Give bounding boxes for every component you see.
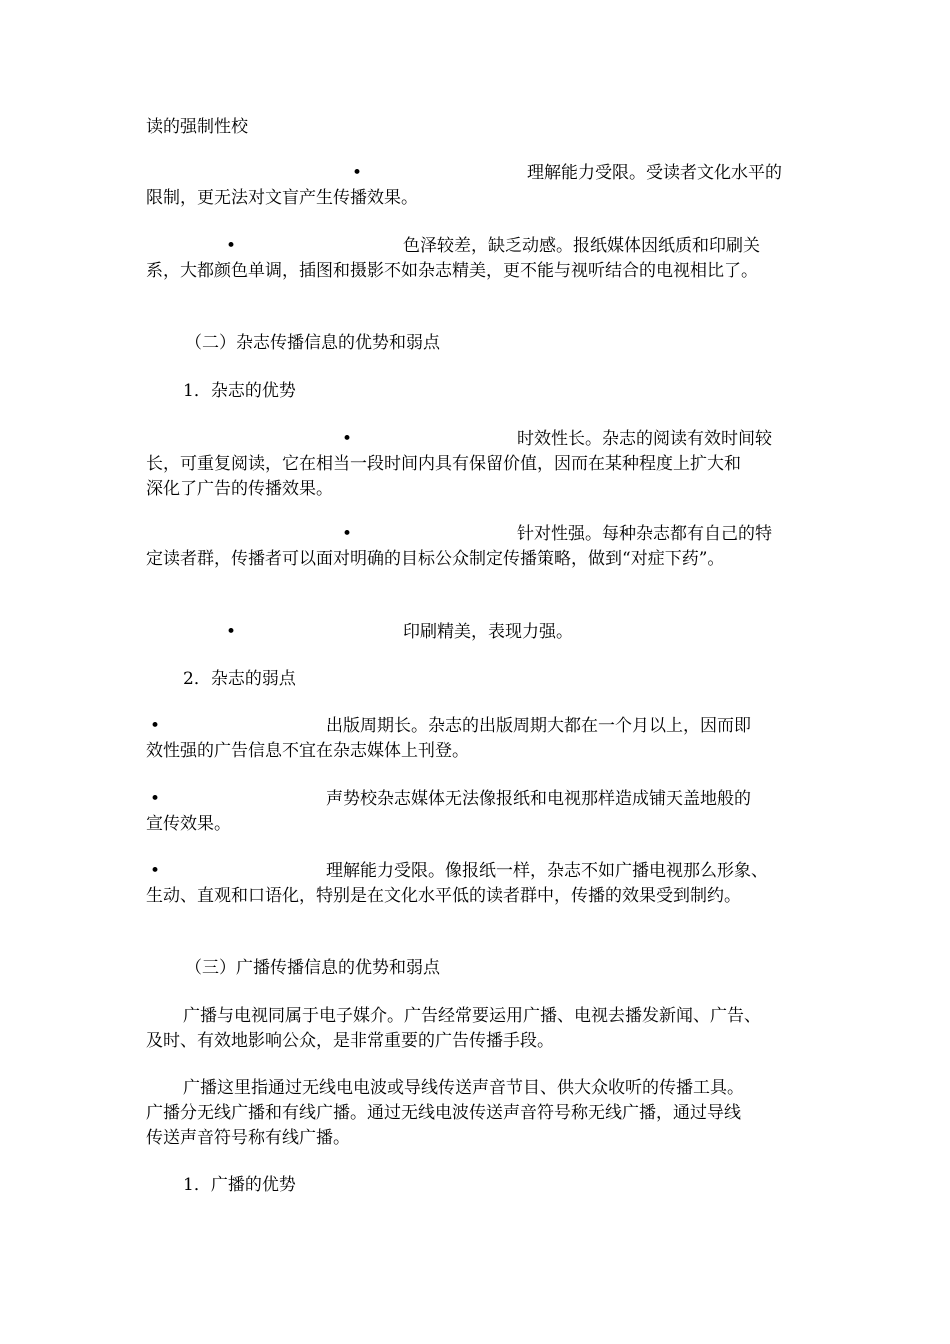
paragraph-line: 系，大都颜色单调，插图和摄影不如杂志精美，更不能与视听结合的电视相比了。 (146, 261, 758, 281)
paragraph-line: 传送声音符号称有线广播。 (146, 1128, 350, 1148)
paragraph-line: 出版周期长。杂志的出版周期大都在一个月以上，因而即 (326, 716, 751, 736)
section-heading: （三）广播传播信息的优势和弱点 (185, 958, 440, 978)
paragraph-line: 理解能力受限。受读者文化水平的 (527, 163, 782, 183)
paragraph-line: 定读者群，传播者可以面对明确的目标公众制定传播策略，做到“对症下药”。 (146, 549, 725, 569)
paragraph-line: 限制，更无法对文盲产生传播效果。 (146, 188, 418, 208)
bullet: • (150, 789, 161, 809)
bullet: • (150, 716, 161, 736)
paragraph-line: 广播与电视同属于电子媒介。广告经常要运用广播、电视去播发新闻、广告、 (183, 1006, 761, 1026)
paragraph-line: 理解能力受限。像报纸一样，杂志不如广播电视那么形象、 (326, 861, 768, 881)
paragraph-line: 时效性长。杂志的阅读有效时间较 (517, 429, 772, 449)
paragraph-line: 深化了广告的传播效果。 (146, 479, 333, 499)
section-heading: （二）杂志传播信息的优势和弱点 (185, 333, 440, 353)
paragraph-line: 长，可重复阅读，它在相当一段时间内具有保留价值，因而在某种程度上扩大和 (146, 454, 741, 474)
paragraph-line: 宣传效果。 (146, 814, 231, 834)
paragraph-line: 效性强的广告信息不宜在杂志媒体上刊登。 (146, 741, 469, 761)
bullet: • (342, 524, 353, 544)
paragraph-line: 广播分无线广播和有线广播。通过无线电波传送声音符号称无线广播，通过导线 (146, 1103, 741, 1123)
bullet: • (150, 861, 161, 881)
paragraph-line: 生动、直观和口语化，特别是在文化水平低的读者群中，传播的效果受到制约。 (146, 886, 741, 906)
bullet: • (226, 236, 237, 256)
paragraph-line: 声势校杂志媒体无法像报纸和电视那样造成铺天盖地般的 (326, 789, 751, 809)
bullet: • (352, 163, 363, 183)
intro-text: 读的强制性校 (146, 117, 248, 137)
bullet: • (226, 622, 237, 642)
paragraph-line: 印刷精美，表现力强。 (403, 622, 573, 642)
paragraph-line: 及时、有效地影响公众，是非常重要的广告传播手段。 (146, 1031, 554, 1051)
paragraph-line: 色泽较差，缺乏动感。报纸媒体因纸质和印刷关 (403, 236, 760, 256)
subsection-heading: 1．杂志的优势 (183, 381, 296, 401)
bullet: • (342, 429, 353, 449)
subsection-heading: 2．杂志的弱点 (183, 669, 296, 689)
paragraph-line: 针对性强。每种杂志都有自己的特 (517, 524, 772, 544)
paragraph-line: 广播这里指通过无线电电波或导线传送声音节目、供大众收听的传播工具。 (183, 1078, 744, 1098)
subsection-heading: 1．广播的优势 (183, 1175, 296, 1195)
